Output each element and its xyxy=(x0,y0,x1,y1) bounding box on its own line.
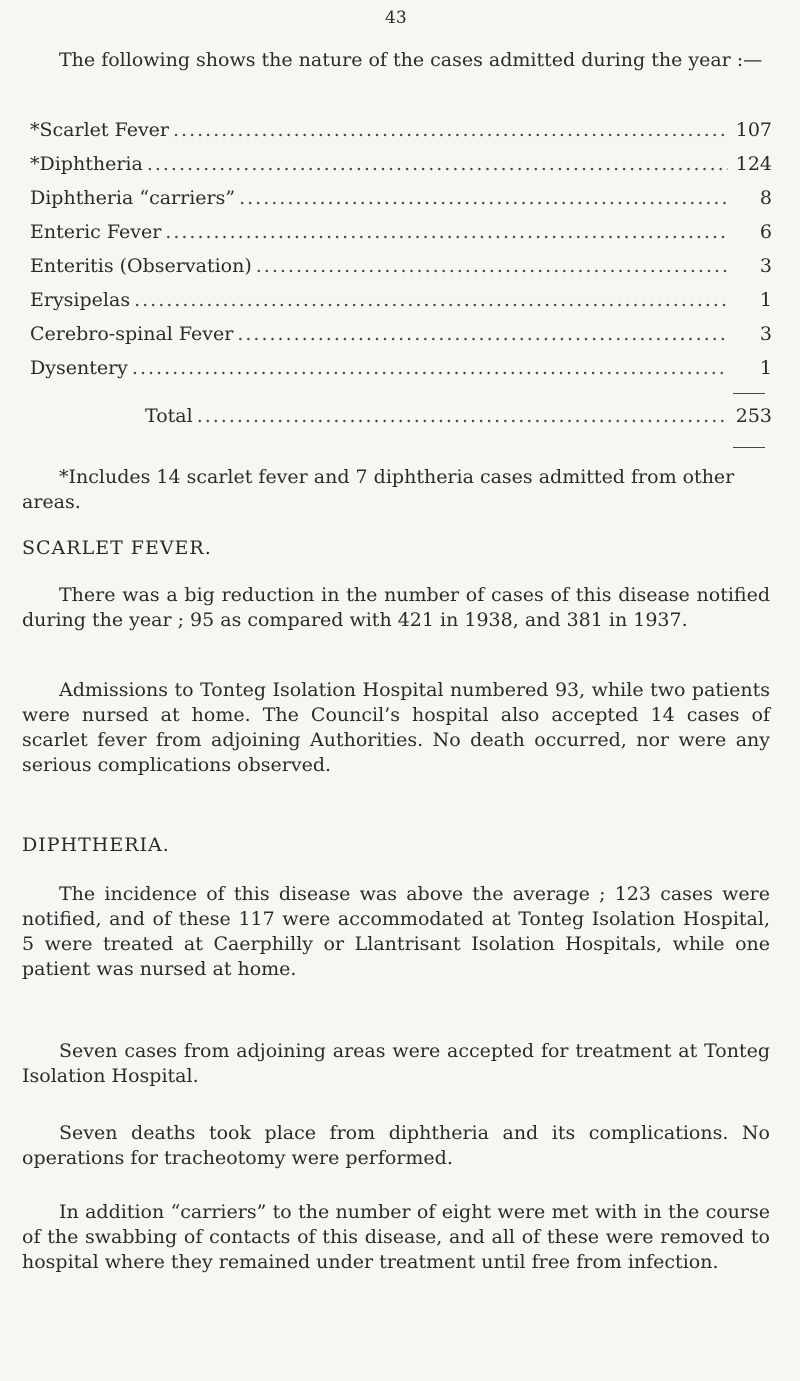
cases-table xyxy=(30,119,772,391)
case-row xyxy=(30,187,772,221)
dot-leader xyxy=(134,289,728,311)
scarlet-paragraph-1: There was a big reduction in the number of cases of this disease notified during the year ; 95 as compared with 421 in 1938, and 381 in 1937. xyxy=(22,584,770,631)
diphtheria-paragraph-3: Seven deaths took place from diphtheria and its complications. No operations for tracheotomy were performed. xyxy=(22,1122,770,1169)
case-value: 3 xyxy=(759,255,772,277)
case-row xyxy=(30,255,772,289)
section-heading-scarlet-fever: SCARLET FEVER. xyxy=(22,537,212,559)
case-label: Diphtheria “carriers” xyxy=(30,187,236,209)
dot-leader xyxy=(173,119,728,141)
case-row xyxy=(30,357,772,391)
intro-text: The following shows the nature of the cases admitted during the year :— xyxy=(59,49,763,71)
page-number: 43 xyxy=(385,8,407,28)
total-value: 253 xyxy=(735,405,772,427)
section-heading-diphtheria: DIPHTHERIA. xyxy=(22,834,170,856)
case-row xyxy=(30,323,772,357)
dot-leader xyxy=(147,153,728,175)
dot-leader xyxy=(165,221,728,243)
dot-leader xyxy=(237,323,728,345)
case-label: *Diphtheria xyxy=(30,153,143,175)
dot-leader xyxy=(239,187,728,209)
total-label: Total xyxy=(145,405,193,427)
diphtheria-paragraph-2: Seven cases from adjoining areas were accepted for treatment at Tonteg Isolation Hospital. xyxy=(22,1040,770,1087)
case-value: 124 xyxy=(735,153,772,175)
case-label: Enteric Fever xyxy=(30,221,162,243)
total-row xyxy=(145,405,772,439)
case-row xyxy=(30,119,772,153)
total-rule-bottom xyxy=(733,447,765,448)
case-row xyxy=(30,221,772,255)
diphtheria-paragraph-4: In addition “carriers” to the number of eight were met with in the course of the swabbing of contacts of this disease, and all of these were removed to hospital where they remained under treatment until free from infection. xyxy=(22,1201,770,1273)
dot-leader xyxy=(197,405,728,427)
dot-leader xyxy=(256,255,728,277)
case-label: Enteritis (Observation) xyxy=(30,255,252,277)
dot-leader xyxy=(132,357,728,379)
case-row xyxy=(30,153,772,187)
case-value: 1 xyxy=(759,357,772,379)
footnote: *Includes 14 scarlet fever and 7 diphtheria cases admitted from other areas. xyxy=(22,466,735,513)
case-value: 107 xyxy=(735,119,772,141)
case-value: 6 xyxy=(759,221,772,243)
diphtheria-paragraph-1: The incidence of this disease was above the average ; 123 cases were notified, and of these 117 were accommodated at Tonteg Isolation Hospital, 5 were treated at Caerphilly or Llantrisant Isolation Hospitals, while one patient was nursed at home. xyxy=(22,883,770,980)
total-rule-top xyxy=(733,393,765,394)
case-row xyxy=(30,289,772,323)
scarlet-paragraph-2: Admissions to Tonteg Isolation Hospital numbered 93, while two patients were nursed at home. The Council’s hospital also accepted 14 cases of scarlet fever from adjoining Authorities. No death occurred, nor were any serious complications observed. xyxy=(22,679,770,776)
case-label: *Scarlet Fever xyxy=(30,119,170,141)
case-label: Cerebro-spinal Fever xyxy=(30,323,234,345)
case-label: Erysipelas xyxy=(30,289,131,311)
case-value: 1 xyxy=(759,289,772,311)
case-value: 3 xyxy=(759,323,772,345)
case-value: 8 xyxy=(759,187,772,209)
case-label: Dysentery xyxy=(30,357,128,379)
